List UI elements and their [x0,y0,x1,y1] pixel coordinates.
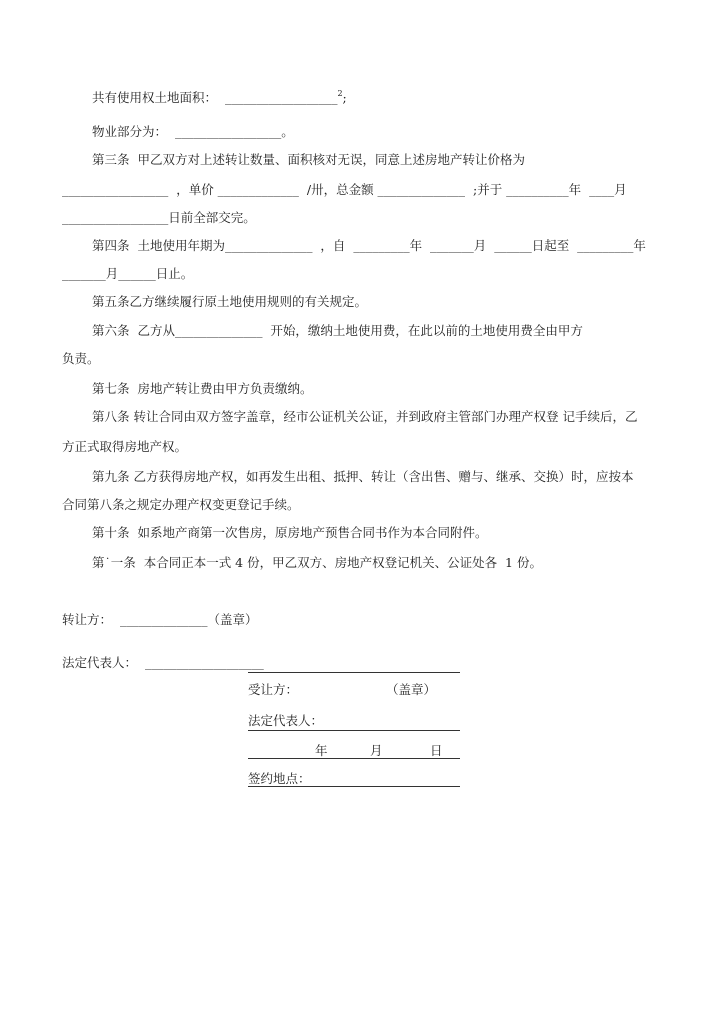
article-10: 第十条 如系地产商第一次售房，原房地产预售合同书作为本合同附件。 [92,525,488,540]
date-year-label: 年 [315,743,328,758]
date-line[interactable] [248,758,460,759]
article-4-line-2[interactable]: _______月______日止。 [62,266,194,281]
signature-divider [248,672,460,673]
date-month-label: 月 [370,743,383,758]
article-8-line-2: 方正式取得房地产权。 [62,439,188,454]
article-3-line-2[interactable]: _________________ ，单价 _____________ /卅，总金额 ______________ ;并于 __________年 ____月 [62,182,627,197]
article-8-line-1: 第八条 转让合同由双方签字盖章，经市公证机关公证，并到政府主管部门办理产权登 记手续后，乙 [92,409,638,424]
article-6-line-1[interactable]: 第六条 乙方从______________ 开始，缴纳土地使用费，在此以前的土地使用费全由甲方 [92,323,583,338]
area-unit-superscript: 2 [337,89,343,98]
transferor-seal-line[interactable]: 转让方： ______________（盖章） [62,612,258,627]
property-part-line[interactable]: 物业部分为： _________________。 [92,124,294,139]
signing-place-line[interactable] [248,786,460,787]
article-4-line-1[interactable]: 第四条 土地使用年期为______________ ，自 _________年 _______月 ______日起至 _________年 [92,238,646,253]
article-11: 第˙一条 本合同正本一式 4 份，甲乙双方、房地产权登记机关、公证处各 1 份。 [92,555,542,570]
date-day-label: 日 [430,743,443,758]
transferee-label: 受让方： [248,682,299,697]
article-3-line-3[interactable]: _________________日前全部交完。 [62,210,256,225]
area-line-end: ; [342,90,347,105]
shared-land-area-field[interactable]: 共有使用权土地面积： __________________ [92,90,338,105]
article-9-line-1: 第九条 乙方获得房地产权，如再发生出租、抵押、转让（含出售、赠与、继承、交换）时，应按本 [92,469,634,484]
transferee-representative-label: 法定代表人： [248,713,324,728]
shared-land-area-line [92,86,347,106]
article-7: 第七条 房地产转让费由甲方负责缴纳。 [92,381,313,396]
signing-place-label: 签约地点： [248,771,311,786]
transferor-representative-line[interactable]: 法定代表人： ___________________ [62,655,264,670]
article-3-line-1: 第三条 甲乙双方对上述转让数量、面积核对无误，同意上述房地产转让价格为 [92,152,525,167]
transferee-representative-line[interactable] [248,730,460,731]
transferee-seal-label: （盖章） [386,682,437,697]
article-6-line-2: 负责。 [62,351,100,366]
article-5: 第五条乙方继续履行原土地使用规则的有关规定。 [92,294,368,309]
article-9-line-2: 合同第八条之规定办理产权变更登记手续。 [62,497,300,512]
